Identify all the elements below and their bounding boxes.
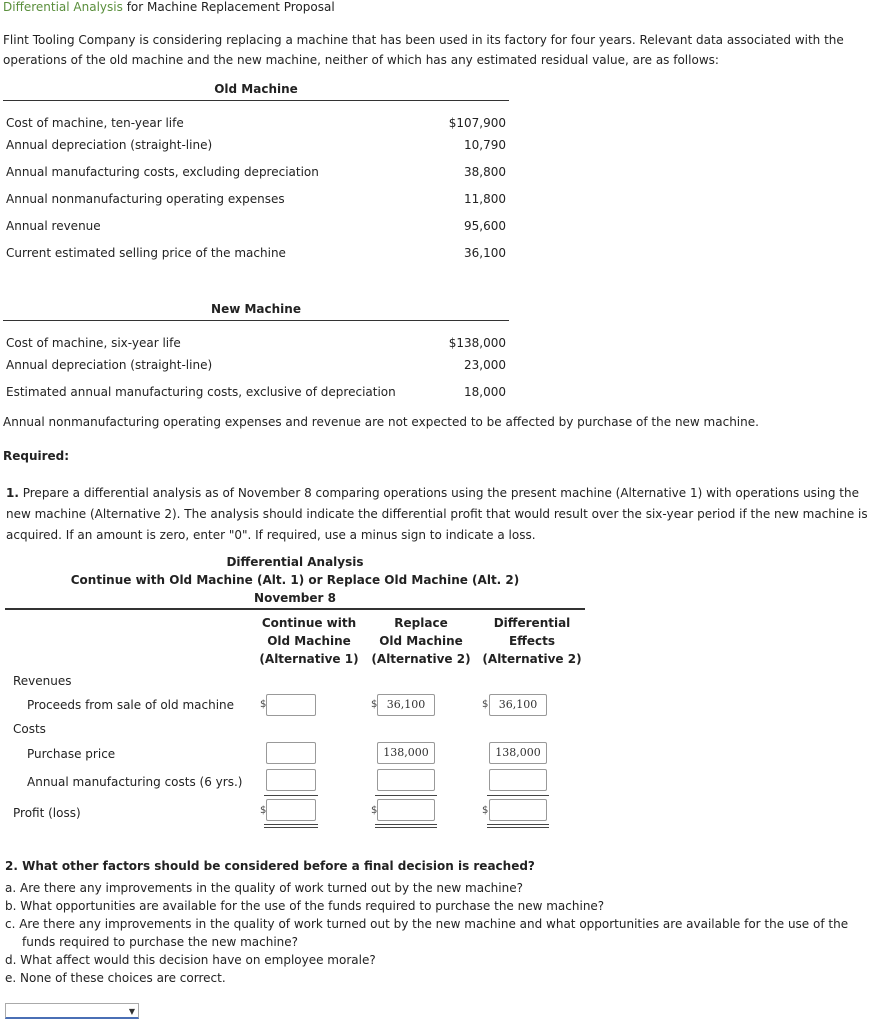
row-value: 36,100 [464, 246, 506, 260]
page-title [3, 0, 335, 14]
row-value: 95,600 [464, 219, 506, 233]
row-value: $138,000 [448, 335, 506, 350]
row-label: Annual nonmanufacturing operating expenses [6, 192, 285, 206]
col-header-line: Replace [394, 616, 448, 630]
row-value: 11,800 [464, 192, 506, 206]
proceeds-label: Proceeds from sale of old machine [27, 698, 235, 712]
required-heading: Required: [3, 449, 70, 463]
total-double-line [264, 824, 318, 825]
subtotal-line [487, 795, 549, 796]
total-double-line [264, 827, 318, 828]
table-row [3, 186, 509, 213]
dollar-sign: $ [371, 805, 378, 816]
old-machine-table [3, 82, 509, 267]
new-machine-heading: New Machine [3, 302, 509, 321]
manufacturing-alt2-input[interactable] [377, 769, 435, 791]
col-header-line: Old Machine [379, 634, 463, 648]
col-header-diff [479, 614, 585, 668]
table-row [3, 352, 509, 379]
q2-title: 2. What other factors should be considered before a final decision is reached? [5, 859, 535, 873]
manufacturing-label: Annual manufacturing costs (6 yrs.) [27, 775, 243, 789]
purchase-diff-input[interactable]: 138,000 [489, 742, 547, 764]
col-header-alt2 [368, 614, 474, 668]
q2-options [5, 879, 873, 987]
analysis-title: Differential Analysis [226, 555, 364, 569]
proceeds-alt2-input[interactable]: 36,100 [377, 694, 435, 716]
profit-alt2-input[interactable] [377, 799, 435, 821]
row-label: Cost of machine, six-year life [6, 335, 181, 350]
q2-option-c-cont: funds required to purchase the new machine? [22, 935, 299, 949]
question-2 [5, 859, 873, 987]
table-row [3, 240, 509, 267]
q2-option-d: d. What affect would this decision have on employee morale? [5, 953, 376, 967]
title-green: Differential Analysis [3, 0, 123, 14]
title-rest: for Machine Replacement Proposal [122, 0, 335, 14]
table-row [3, 321, 509, 352]
dollar-sign: $ [260, 699, 267, 710]
subtotal-line [375, 795, 437, 796]
row-value: 23,000 [464, 358, 506, 372]
q2-option-c: c. Are there any improvements in the quality of work turned out by the new machine and what opportunities are available for the use of the [5, 917, 849, 931]
dollar-sign: $ [260, 805, 267, 816]
total-double-line [375, 827, 437, 828]
q2-option-e: e. None of these choices are correct. [5, 971, 226, 985]
col-header-line: Effects [508, 634, 556, 648]
revenues-label: Revenues [13, 674, 72, 688]
col-header-line: Continue with [261, 616, 357, 630]
row-value: 38,800 [464, 165, 506, 179]
table-row [3, 213, 509, 240]
row-label: Annual revenue [6, 219, 101, 233]
subtotal-line [264, 795, 318, 796]
chevron-down-icon: ▼ [128, 1007, 135, 1016]
q2-option-a: a. Are there any improvements in the quality of work turned out by the new machine? [5, 881, 523, 895]
dollar-sign: $ [371, 699, 378, 710]
table-row [3, 132, 509, 159]
analysis-date: November 8 [254, 591, 336, 605]
analysis-divider [5, 608, 585, 610]
total-double-line [487, 824, 549, 825]
intro-text: Flint Tooling Company is considering replacing a machine that has been used in its factory for four years. Relevant data associated with the operations of the old machine and the new machine, neither of which has any estimated residual value, are as follows: [3, 33, 844, 67]
profit-alt1-input[interactable] [266, 799, 316, 821]
dollar-sign: $ [482, 805, 489, 816]
row-label: Cost of machine, ten-year life [6, 115, 184, 130]
col-header-line: Old Machine [267, 634, 351, 648]
dollar-sign: $ [482, 699, 489, 710]
q2-answer-select[interactable] [5, 1003, 139, 1019]
table-row [3, 379, 509, 406]
col-header-line: (Alternative 2) [371, 652, 471, 666]
costs-label: Costs [13, 722, 46, 736]
manufacturing-diff-input[interactable] [489, 769, 547, 791]
col-header-alt1 [256, 614, 362, 668]
table-row [3, 101, 509, 132]
col-header-line: (Alternative 1) [259, 652, 359, 666]
row-label: Annual manufacturing costs, excluding depreciation [6, 165, 319, 179]
note-text: Annual nonmanufacturing operating expenses and revenue are not expected to be affected by purchase of the new machine. [3, 415, 759, 429]
total-double-line [375, 824, 437, 825]
row-value: 10,790 [464, 138, 506, 152]
col-header-line: (Alternative 2) [482, 652, 582, 666]
purchase-alt1-input[interactable] [266, 742, 316, 764]
question-1 [6, 483, 874, 546]
row-label: Annual depreciation (straight-line) [6, 358, 213, 372]
row-label: Current estimated selling price of the machine [6, 246, 286, 260]
analysis-subtitle: Continue with Old Machine (Alt. 1) or Replace Old Machine (Alt. 2) [70, 573, 520, 587]
purchase-alt2-input[interactable]: 138,000 [377, 742, 435, 764]
col-header-line: Differential [493, 616, 571, 630]
q1-number: 1. [6, 486, 19, 500]
profit-label: Profit (loss) [13, 806, 81, 820]
total-double-line [487, 827, 549, 828]
row-label: Estimated annual manufacturing costs, exclusive of depreciation [6, 385, 396, 399]
row-value: 18,000 [464, 385, 506, 399]
row-label: Annual depreciation (straight-line) [6, 138, 213, 152]
old-machine-heading: Old Machine [3, 82, 509, 101]
manufacturing-alt1-input[interactable] [266, 769, 316, 791]
q2-option-b: b. What opportunities are available for the use of the funds required to purchase the new machine? [5, 899, 605, 913]
table-row [3, 159, 509, 186]
row-value: $107,900 [448, 115, 506, 130]
proceeds-diff-input[interactable]: 36,100 [489, 694, 547, 716]
new-machine-table [3, 302, 509, 406]
q1-text: Prepare a differential analysis as of November 8 comparing operations using the present machine (Alternative 1) with operations using the new machine (Alternative 2). The analysis should indicate the differential profit that would result over the six-year period if the new machine is acquired. If an amount is zero, enter "0". If required, use a minus sign to indicate a loss. [6, 486, 868, 542]
profit-diff-input[interactable] [489, 799, 547, 821]
purchase-label: Purchase price [27, 747, 116, 761]
proceeds-alt1-input[interactable] [266, 694, 316, 716]
